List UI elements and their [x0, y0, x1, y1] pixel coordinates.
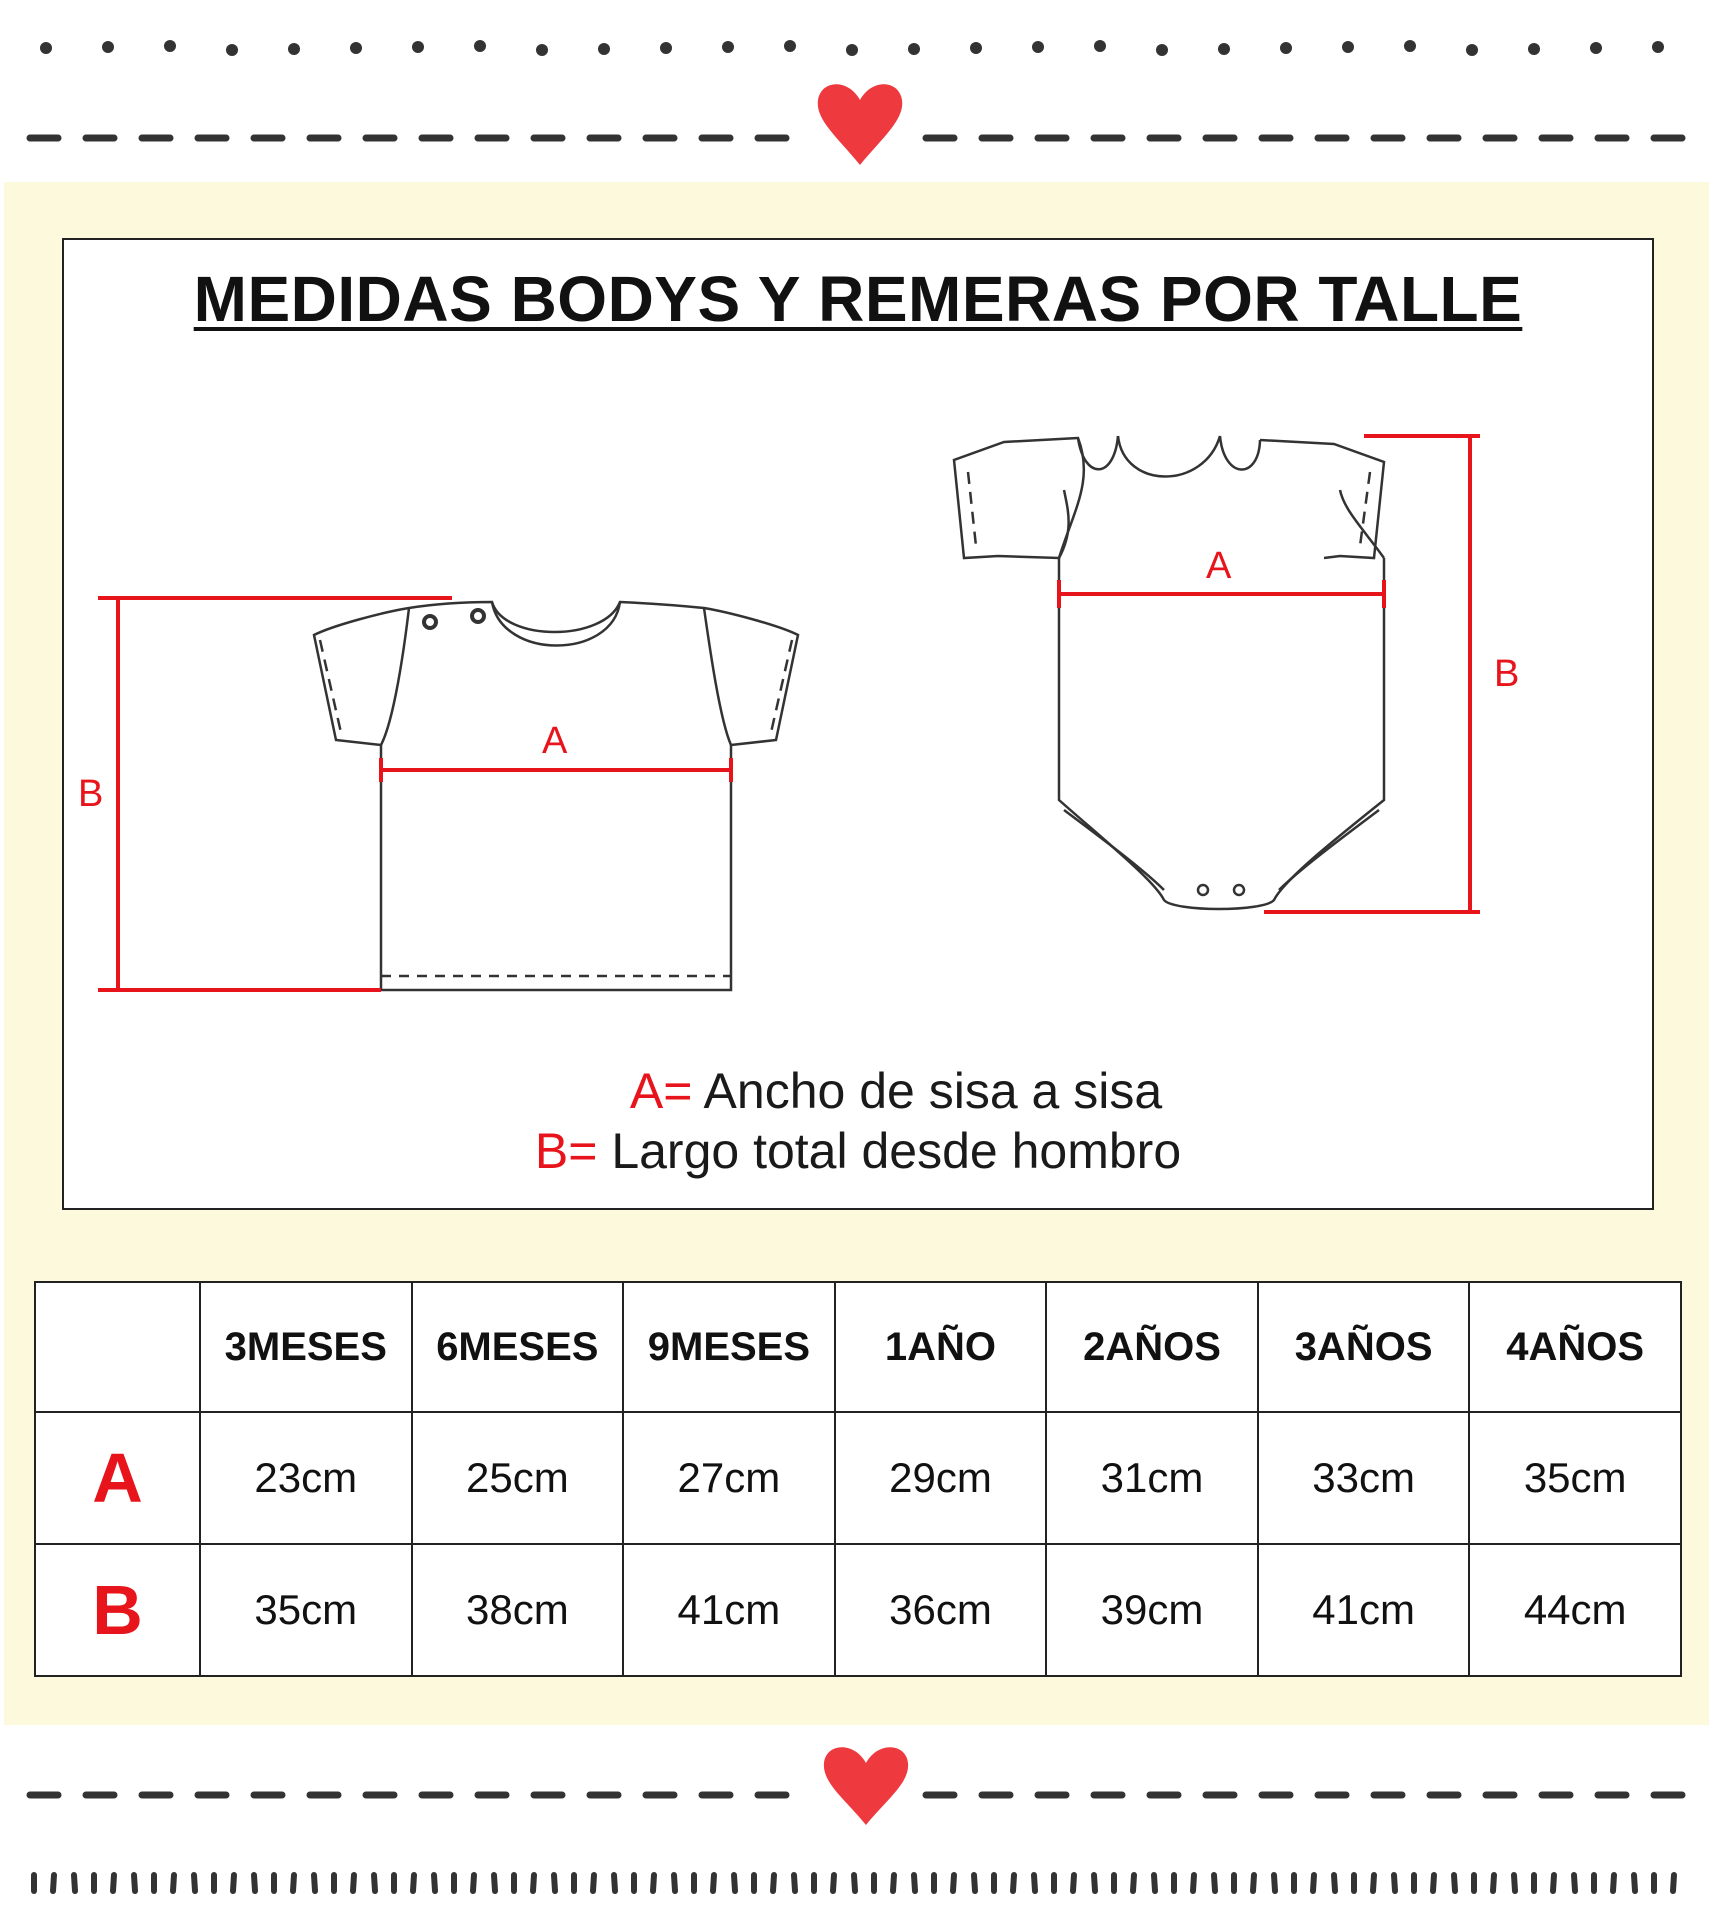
size-table: [34, 1281, 1682, 1677]
tshirt-label-a: A: [542, 720, 568, 762]
heart-icon: [818, 84, 902, 165]
legend-b-key: B=: [534, 1123, 598, 1179]
legend-b: [64, 1122, 1652, 1180]
top-decoration: [0, 0, 1713, 185]
table-row: [35, 1544, 1681, 1676]
table-header-row: [35, 1282, 1681, 1412]
table-cell: 41cm: [623, 1544, 835, 1676]
table-header-cell: 1AÑO: [835, 1282, 1047, 1412]
table-header-cell: 4AÑOS: [1469, 1282, 1681, 1412]
table-header-cell: 2AÑOS: [1046, 1282, 1258, 1412]
table-header-cell: 9MESES: [623, 1282, 835, 1412]
legend-a: [140, 1062, 1652, 1120]
legend-a-key: A=: [629, 1063, 693, 1119]
ticks-border: [34, 1875, 1674, 1891]
table-row: [35, 1412, 1681, 1544]
tshirt-drawing: [314, 602, 798, 990]
table-cell: 39cm: [1046, 1544, 1258, 1676]
table-cell: 31cm: [1046, 1412, 1258, 1544]
table-cell: 44cm: [1469, 1544, 1681, 1676]
table-cell: 27cm: [623, 1412, 835, 1544]
table-cell: 36cm: [835, 1544, 1047, 1676]
table-cell: 23cm: [200, 1412, 412, 1544]
table-cell: 25cm: [412, 1412, 624, 1544]
table-header-cell: 6MESES: [412, 1282, 624, 1412]
heart-icon: [824, 1747, 908, 1825]
dots-border: [40, 40, 1664, 56]
legend-b-text: Largo total desde hombro: [597, 1123, 1182, 1179]
table-header-cell: [35, 1282, 200, 1412]
table-cell: 29cm: [835, 1412, 1047, 1544]
table-cell: 35cm: [200, 1544, 412, 1676]
bodysuit-drawing: [954, 436, 1384, 909]
diagram-card: [62, 238, 1654, 1210]
table-cell: 38cm: [412, 1544, 624, 1676]
bottom-decoration: [0, 1725, 1713, 1906]
bodysuit-label-a: A: [1206, 545, 1232, 587]
row-key: A: [35, 1412, 200, 1544]
legend-a-text: Ancho de sisa a sisa: [692, 1063, 1163, 1119]
table-cell: 41cm: [1258, 1544, 1470, 1676]
tshirt-label-b: B: [78, 773, 104, 815]
table-cell: 33cm: [1258, 1412, 1470, 1544]
row-key: B: [35, 1544, 200, 1676]
measure-lines: [98, 436, 1480, 990]
page-title: MEDIDAS BODYS Y REMERAS POR TALLE: [193, 263, 1523, 335]
table-header-cell: 3AÑOS: [1258, 1282, 1470, 1412]
measure-labels: [78, 545, 1519, 815]
table-cell: 35cm: [1469, 1412, 1681, 1544]
bodysuit-label-b: B: [1494, 653, 1520, 695]
table-header-cell: 3MESES: [200, 1282, 412, 1412]
